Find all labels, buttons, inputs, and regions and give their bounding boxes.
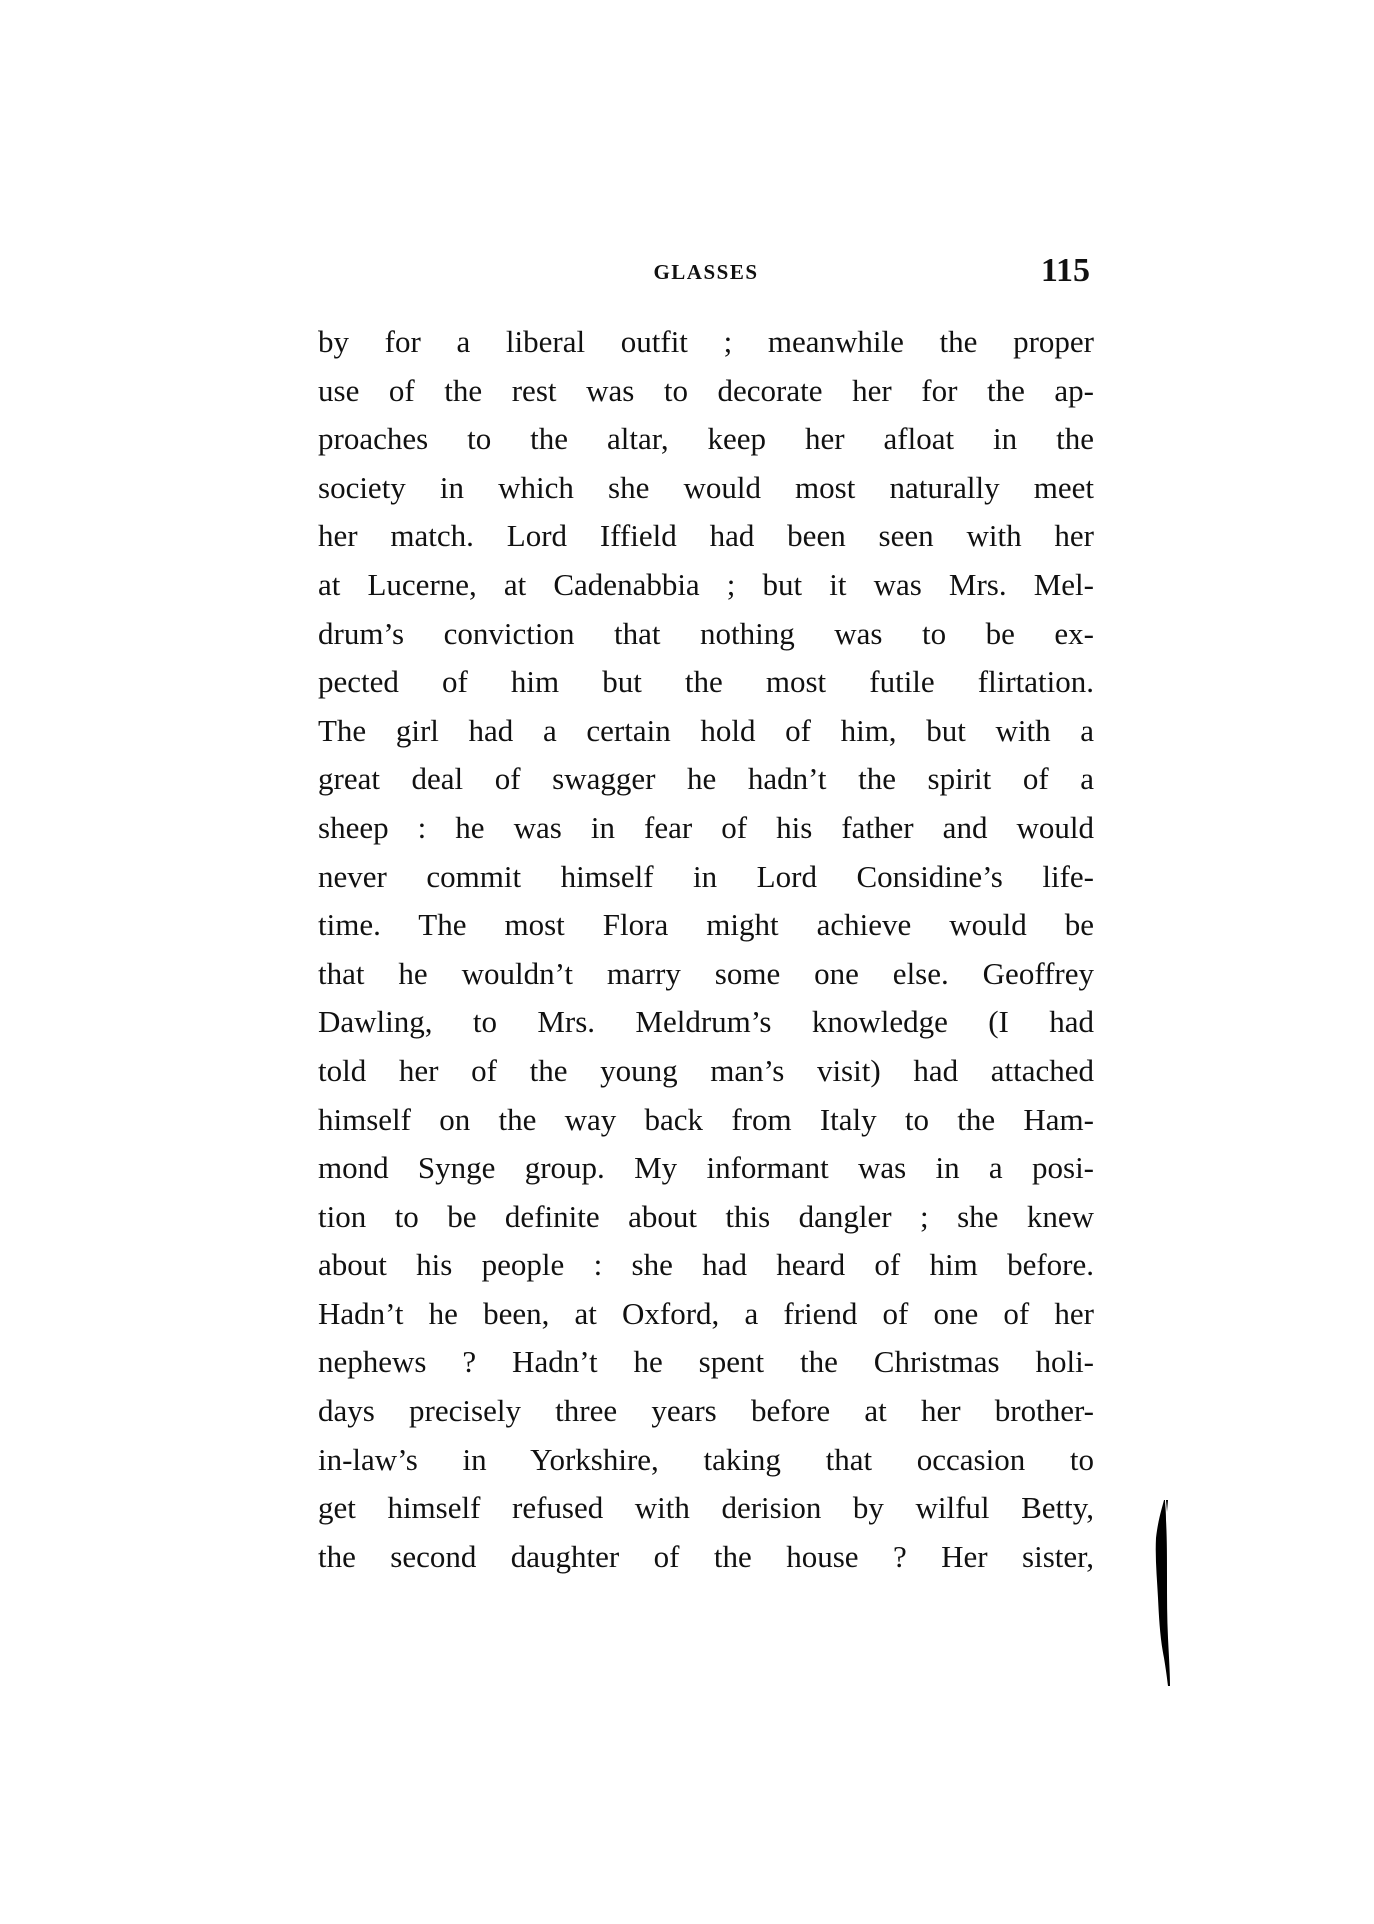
text-line: at Lucerne, at Cadenabbia ; but it was Mrs. Mel-: [318, 566, 1094, 602]
text-line: use of the rest was to decorate her for the ap-: [318, 372, 1094, 408]
body-text: [318, 318, 1094, 1581]
running-head: [318, 252, 1094, 292]
text-line: her match. Lord Iffield had been seen with her: [318, 518, 1094, 554]
text-line: days precisely three years before at her brother-: [318, 1393, 1094, 1429]
text-line: himself on the way back from Italy to the Ham-: [318, 1101, 1094, 1137]
text-line: about his people : she had heard of him before.: [318, 1247, 1094, 1283]
text-line: Dawling, to Mrs. Meldrum’s knowledge (I had: [318, 1004, 1094, 1040]
text-line: get himself refused with derision by wilful Betty,: [318, 1490, 1094, 1526]
page-number: 115: [1040, 252, 1090, 289]
text-line: that he wouldn’t marry some one else. Geoffrey: [318, 955, 1094, 991]
text-line: sheep : he was in fear of his father and would: [318, 809, 1094, 845]
text-line: never commit himself in Lord Considine’s life-: [318, 858, 1094, 894]
text-line: Hadn’t he been, at Oxford, a friend of one of her: [318, 1295, 1094, 1331]
text-line: The girl had a certain hold of him, but with a: [318, 712, 1094, 748]
text-line: mond Synge group. My informant was in a posi-: [318, 1150, 1094, 1186]
margin-ink-mark: [1150, 1498, 1174, 1688]
running-title: GLASSES: [653, 260, 759, 284]
text-line: proaches to the altar, keep her afloat in the: [318, 421, 1094, 457]
text-line: drum’s conviction that nothing was to be ex-: [318, 615, 1094, 651]
text-line: the second daughter of the house ? Her sister,: [318, 1538, 1094, 1574]
text-line: time. The most Flora might achieve would be: [318, 907, 1094, 943]
text-line: tion to be definite about this dangler ; she knew: [318, 1198, 1094, 1234]
text-line: great deal of swagger he hadn’t the spirit of a: [318, 761, 1094, 797]
text-line: nephews ? Hadn’t he spent the Christmas holi-: [318, 1344, 1094, 1380]
text-line: in-law’s in Yorkshire, taking that occasion to: [318, 1441, 1094, 1477]
text-line: pected of him but the most futile flirtation.: [318, 664, 1094, 700]
text-line: told her of the young man’s visit) had attached: [318, 1052, 1094, 1088]
text-line: by for a liberal outfit ; meanwhile the proper: [318, 324, 1094, 359]
text-line: society in which she would most naturally meet: [318, 469, 1094, 505]
